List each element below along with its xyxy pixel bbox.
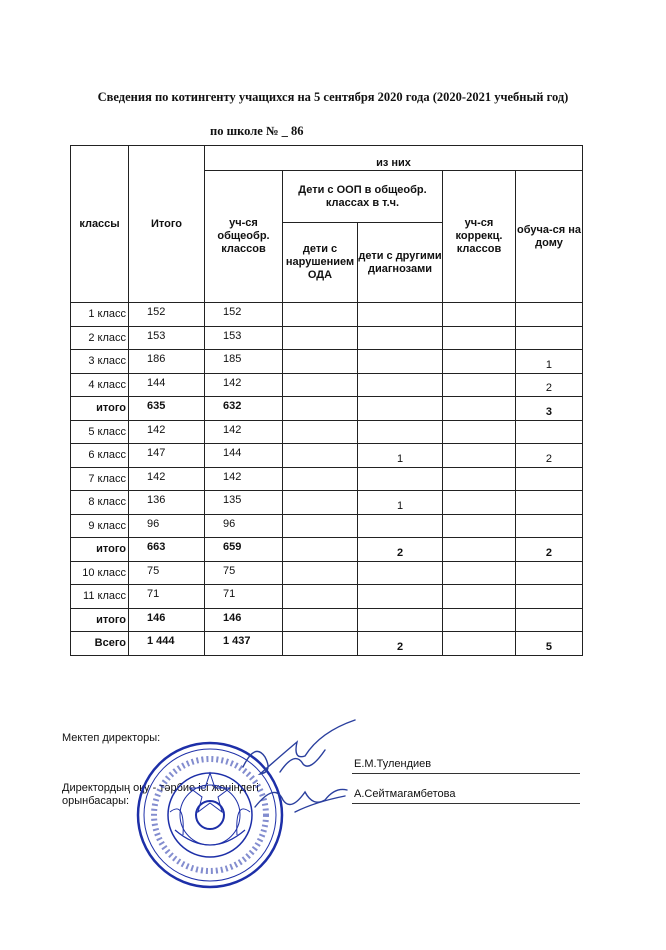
row-general: 71 xyxy=(205,585,283,609)
row-total: 153 xyxy=(129,326,205,350)
row-correction xyxy=(443,561,516,585)
row-oda xyxy=(283,444,358,468)
row-total: 71 xyxy=(129,585,205,609)
row-oda xyxy=(283,303,358,327)
row-oda xyxy=(283,585,358,609)
row-label: 2 класс xyxy=(71,326,129,350)
director-name: Е.М.Тулендиев xyxy=(354,758,432,770)
row-general: 142 xyxy=(205,420,283,444)
contingent-table xyxy=(70,145,583,656)
table-row xyxy=(71,538,583,562)
row-general: 1 437 xyxy=(205,632,283,656)
row-total: 147 xyxy=(129,444,205,468)
table-row xyxy=(71,608,583,632)
row-home xyxy=(516,303,583,327)
header-classes: классы xyxy=(71,146,129,303)
director-label: Мектеп директоры: xyxy=(62,732,161,744)
row-general: 135 xyxy=(205,491,283,515)
row-label: Всего xyxy=(71,632,129,656)
row-general: 632 xyxy=(205,397,283,421)
row-correction xyxy=(443,373,516,397)
row-total: 75 xyxy=(129,561,205,585)
table-row xyxy=(71,303,583,327)
table-row xyxy=(71,561,583,585)
header-other-diag: дети с другими диагнозами xyxy=(358,223,443,303)
handwritten-signatures xyxy=(235,712,385,822)
school-subtitle: по школе № _ 86 xyxy=(210,124,304,138)
row-correction xyxy=(443,491,516,515)
row-other-diag: 1 xyxy=(358,491,443,515)
row-oda xyxy=(283,467,358,491)
row-total: 146 xyxy=(129,608,205,632)
row-correction xyxy=(443,632,516,656)
row-home xyxy=(516,561,583,585)
row-label: итого xyxy=(71,538,129,562)
table-row xyxy=(71,326,583,350)
row-general: 146 xyxy=(205,608,283,632)
row-oda xyxy=(283,608,358,632)
row-general: 153 xyxy=(205,326,283,350)
row-home xyxy=(516,608,583,632)
row-general: 96 xyxy=(205,514,283,538)
row-other-diag xyxy=(358,373,443,397)
table-row xyxy=(71,444,583,468)
row-label: итого xyxy=(71,608,129,632)
row-other-diag xyxy=(358,303,443,327)
table-row xyxy=(71,373,583,397)
table-row xyxy=(71,350,583,374)
row-oda xyxy=(283,373,358,397)
table-row xyxy=(71,420,583,444)
table-row xyxy=(71,491,583,515)
director-signature-line xyxy=(352,773,580,774)
row-label: 8 класс xyxy=(71,491,129,515)
row-oda xyxy=(283,632,358,656)
row-general: 185 xyxy=(205,350,283,374)
row-correction xyxy=(443,585,516,609)
row-total: 142 xyxy=(129,420,205,444)
row-oda xyxy=(283,538,358,562)
row-general: 144 xyxy=(205,444,283,468)
row-correction xyxy=(443,326,516,350)
row-correction xyxy=(443,350,516,374)
row-other-diag xyxy=(358,326,443,350)
row-correction xyxy=(443,467,516,491)
row-other-diag: 1 xyxy=(358,444,443,468)
row-correction xyxy=(443,397,516,421)
deputy-label-2: орынбасары: xyxy=(62,795,130,807)
row-home xyxy=(516,585,583,609)
row-label: 10 класс xyxy=(71,561,129,585)
row-home: 2 xyxy=(516,444,583,468)
row-correction xyxy=(443,608,516,632)
row-other-diag xyxy=(358,514,443,538)
row-home: 1 xyxy=(516,350,583,374)
deputy-name: А.Сейтмагамбетова xyxy=(354,788,456,800)
row-other-diag xyxy=(358,608,443,632)
table-row xyxy=(71,397,583,421)
row-total: 1 444 xyxy=(129,632,205,656)
row-home: 3 xyxy=(516,397,583,421)
row-home: 5 xyxy=(516,632,583,656)
row-total: 635 xyxy=(129,397,205,421)
row-label: 4 класс xyxy=(71,373,129,397)
row-other-diag: 2 xyxy=(358,632,443,656)
row-other-diag xyxy=(358,420,443,444)
row-home xyxy=(516,326,583,350)
row-other-diag: 2 xyxy=(358,538,443,562)
table-row xyxy=(71,585,583,609)
document-title: Сведения по котингенту учащихся на 5 сентября 2020 года (2020-2021 учебный год) xyxy=(97,90,569,104)
row-oda xyxy=(283,514,358,538)
table-row xyxy=(71,467,583,491)
row-other-diag xyxy=(358,561,443,585)
header-general-students: уч-ся общеобр. классов xyxy=(205,171,283,303)
row-oda xyxy=(283,420,358,444)
row-home xyxy=(516,420,583,444)
row-total: 152 xyxy=(129,303,205,327)
row-total: 142 xyxy=(129,467,205,491)
table-row xyxy=(71,514,583,538)
row-correction xyxy=(443,444,516,468)
row-home xyxy=(516,491,583,515)
row-correction xyxy=(443,514,516,538)
header-oda: дети с нарушением ОДА xyxy=(283,223,358,303)
row-label: 1 класс xyxy=(71,303,129,327)
row-label: 3 класс xyxy=(71,350,129,374)
row-label: 6 класс xyxy=(71,444,129,468)
header-total: Итого xyxy=(129,146,205,303)
deputy-signature-line xyxy=(352,803,580,804)
row-total: 186 xyxy=(129,350,205,374)
row-home xyxy=(516,467,583,491)
row-other-diag xyxy=(358,585,443,609)
row-home xyxy=(516,514,583,538)
row-total: 144 xyxy=(129,373,205,397)
row-home: 2 xyxy=(516,373,583,397)
row-general: 75 xyxy=(205,561,283,585)
row-total: 96 xyxy=(129,514,205,538)
row-label: 11 класс xyxy=(71,585,129,609)
header-correction: уч-ся коррекц. классов xyxy=(443,171,516,303)
row-total: 663 xyxy=(129,538,205,562)
row-general: 142 xyxy=(205,467,283,491)
row-oda xyxy=(283,561,358,585)
header-ooп-group: Дети с ООП в общеобр. классах в т.ч. xyxy=(283,171,443,223)
header-of-them: из них xyxy=(205,146,583,171)
row-total: 136 xyxy=(129,491,205,515)
row-label: 7 класс xyxy=(71,467,129,491)
row-correction xyxy=(443,538,516,562)
row-other-diag xyxy=(358,350,443,374)
row-label: 9 класс xyxy=(71,514,129,538)
row-oda xyxy=(283,491,358,515)
header-home: обуча-ся на дому xyxy=(516,171,583,303)
row-general: 142 xyxy=(205,373,283,397)
row-other-diag xyxy=(358,467,443,491)
row-oda xyxy=(283,350,358,374)
row-oda xyxy=(283,397,358,421)
row-other-diag xyxy=(358,397,443,421)
row-oda xyxy=(283,326,358,350)
row-label: 5 класс xyxy=(71,420,129,444)
table-row xyxy=(71,632,583,656)
row-correction xyxy=(443,420,516,444)
row-general: 659 xyxy=(205,538,283,562)
row-home: 2 xyxy=(516,538,583,562)
row-label: итого xyxy=(71,397,129,421)
row-correction xyxy=(443,303,516,327)
deputy-label-1: Директордың оқу - тәрбие ісі жөніндегі xyxy=(62,782,259,794)
row-general: 152 xyxy=(205,303,283,327)
